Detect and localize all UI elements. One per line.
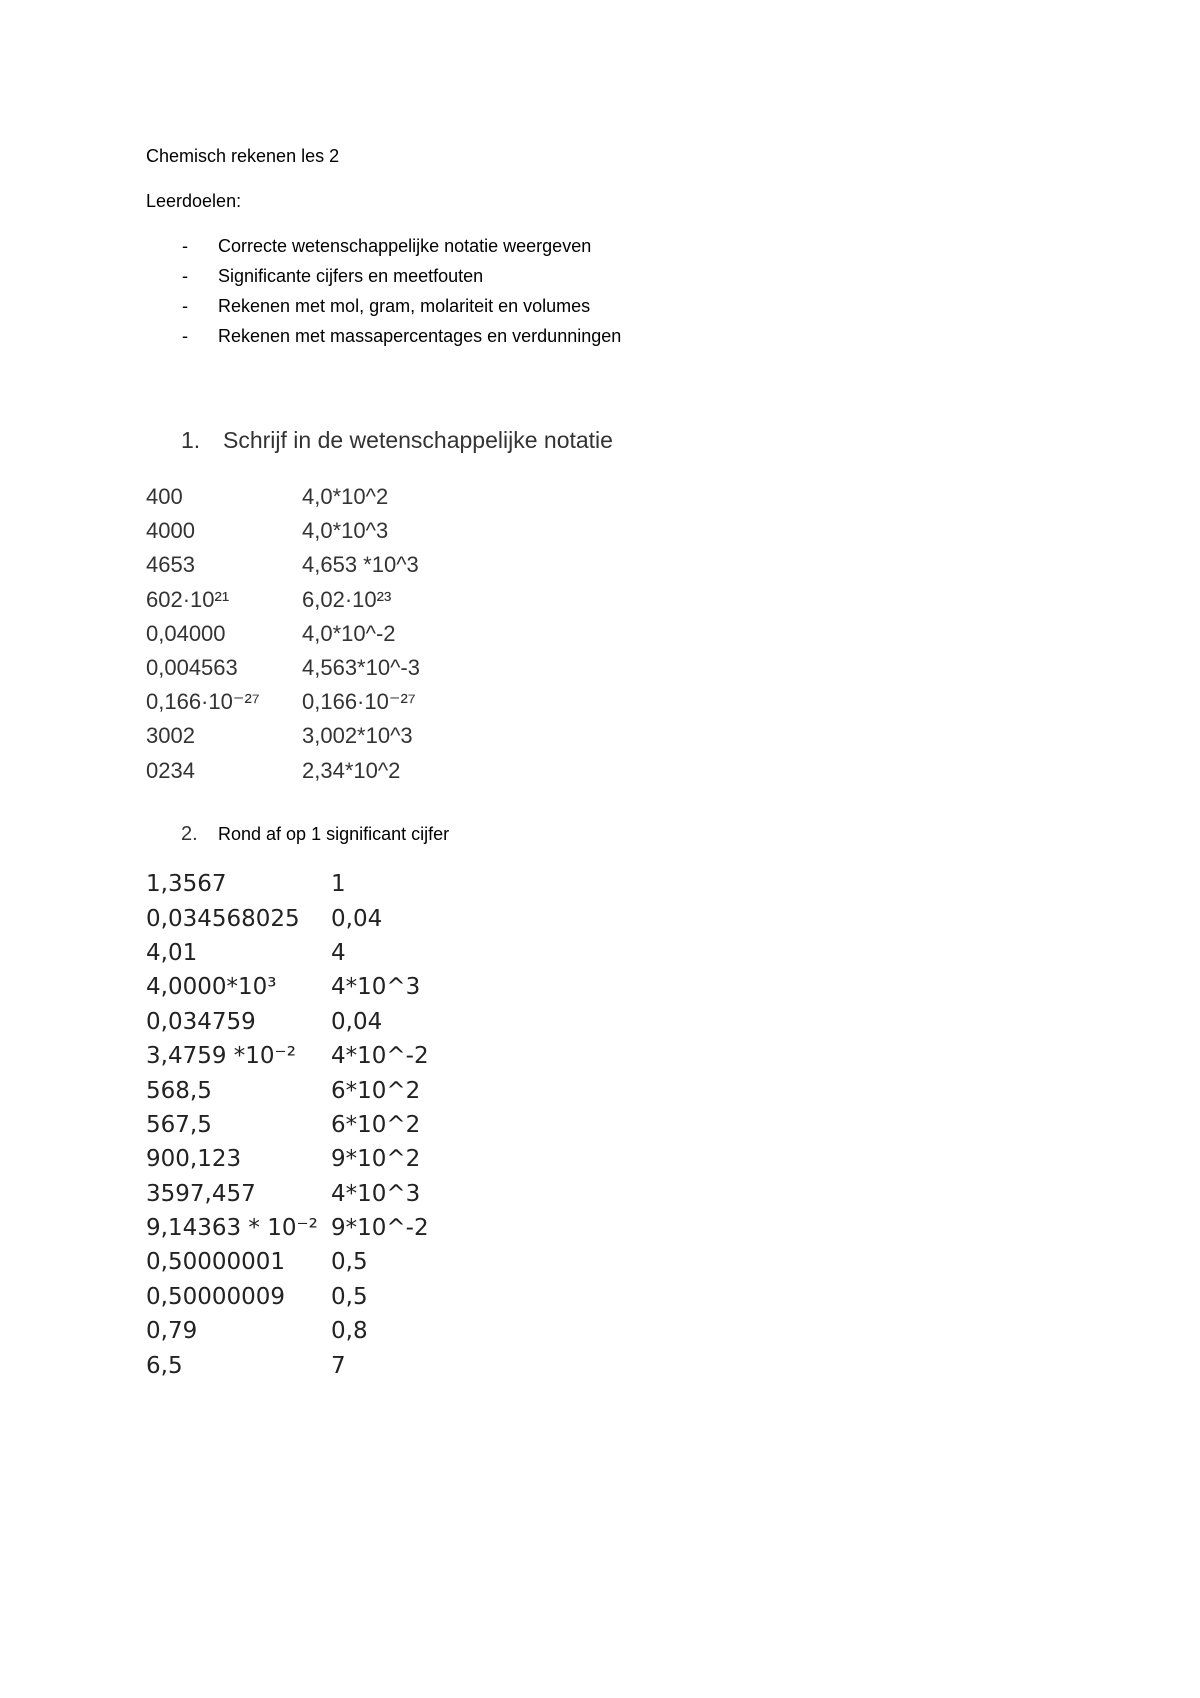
table-row	[146, 1108, 429, 1142]
goal-item	[146, 236, 621, 266]
input-value: 3002	[146, 723, 195, 749]
input-value: 568,5	[146, 1077, 212, 1104]
answer-value: 0,5	[331, 1249, 368, 1276]
learning-goals-label: Leerdoelen:	[146, 191, 242, 211]
input-value: 1,3567	[146, 871, 227, 898]
document-title: Chemisch rekenen les 2	[146, 146, 340, 166]
answer-value: 4,653 *10^3	[302, 552, 419, 578]
answer-value: 0,5	[331, 1283, 368, 1310]
table-row	[146, 583, 420, 617]
notation-table	[146, 480, 420, 788]
table-row	[146, 651, 420, 685]
answer-value: 0,04	[331, 1008, 383, 1035]
section-1-heading	[181, 427, 613, 454]
answer-value: 9*10^-2	[331, 1215, 429, 1242]
table-row	[146, 1280, 429, 1314]
goal-item	[146, 326, 621, 356]
table-row	[146, 1314, 429, 1348]
input-value: 6,5	[146, 1352, 183, 1379]
table-row	[146, 901, 429, 935]
table-row	[146, 617, 420, 651]
input-value: 0234	[146, 757, 195, 783]
answer-value: 4*10^-2	[331, 1043, 429, 1070]
bullet-dash: -	[182, 236, 188, 256]
table-row	[146, 1073, 429, 1107]
answer-value: 6,02·10²³	[302, 586, 392, 612]
answer-value: 6*10^2	[331, 1111, 421, 1138]
table-row	[146, 548, 420, 582]
answer-value: 2,34*10^2	[302, 757, 401, 783]
table-row	[146, 1348, 429, 1382]
table-row	[146, 685, 420, 719]
bullet-dash: -	[182, 266, 188, 286]
section-2-heading	[181, 823, 449, 846]
rounding-table	[146, 867, 429, 1383]
table-row	[146, 1142, 429, 1176]
answer-value: 4,563*10^-3	[302, 655, 420, 681]
answer-value: 4,0*10^3	[302, 518, 389, 544]
section-2-title: Rond af op 1 significant cijfer	[218, 824, 450, 844]
answer-value: 6*10^2	[331, 1077, 421, 1104]
table-row	[146, 1177, 429, 1211]
input-value: 0,50000001	[146, 1249, 286, 1276]
table-row	[146, 1039, 429, 1073]
section-2-number: 2.	[181, 823, 198, 845]
table-row	[146, 970, 429, 1004]
input-value: 0,04000	[146, 620, 226, 646]
table-row	[146, 719, 420, 753]
table-row	[146, 1005, 429, 1039]
answer-value: 1	[331, 871, 346, 898]
table-row	[146, 1245, 429, 1279]
table-row	[146, 754, 420, 788]
answer-value: 4,0*10^-2	[302, 620, 396, 646]
answer-value: 4	[331, 939, 346, 966]
section-1-number: 1.	[181, 427, 201, 453]
answer-value: 3,002*10^3	[302, 723, 413, 749]
input-value: 4,0000*10³	[146, 974, 277, 1001]
answer-value: 0,166·10⁻²⁷	[302, 689, 416, 715]
table-row	[146, 514, 420, 548]
input-value: 3597,457	[146, 1180, 256, 1207]
answer-value: 4*10^3	[331, 1180, 421, 1207]
input-value: 3,4759 *10⁻²	[146, 1043, 296, 1070]
answer-value: 4*10^3	[331, 974, 421, 1001]
input-value: 9,14363 * 10⁻²	[146, 1215, 318, 1242]
answer-value: 7	[331, 1352, 346, 1379]
table-row	[146, 936, 429, 970]
table-row	[146, 480, 420, 514]
answer-value: 0,8	[331, 1318, 368, 1345]
answer-value: 0,04	[331, 905, 383, 932]
input-value: 0,034568025	[146, 905, 300, 932]
input-value: 0,50000009	[146, 1283, 286, 1310]
goal-text: Rekenen met mol, gram, molariteit en volumes	[218, 296, 591, 316]
input-value: 602·10²¹	[146, 586, 230, 612]
goal-text: Correcte wetenschappelijke notatie weergeven	[218, 236, 592, 256]
input-value: 4000	[146, 518, 195, 544]
section-1-title: Schrijf in de wetenschappelijke notatie	[223, 427, 613, 453]
input-value: 0,166·10⁻²⁷	[146, 689, 260, 715]
answer-value: 9*10^2	[331, 1146, 421, 1173]
bullet-dash: -	[182, 326, 188, 346]
input-value: 400	[146, 484, 183, 510]
bullet-dash: -	[182, 296, 188, 316]
input-value: 0,004563	[146, 655, 238, 681]
answer-value: 4,0*10^2	[302, 484, 389, 510]
goal-text: Rekenen met massapercentages en verdunningen	[218, 326, 622, 346]
input-value: 0,79	[146, 1318, 198, 1345]
learning-goals-list	[146, 236, 621, 356]
input-value: 0,034759	[146, 1008, 256, 1035]
goal-item	[146, 266, 621, 296]
table-row	[146, 867, 429, 901]
input-value: 567,5	[146, 1111, 212, 1138]
input-value: 4,01	[146, 939, 198, 966]
goal-text: Significante cijfers en meetfouten	[218, 266, 484, 286]
input-value: 4653	[146, 552, 195, 578]
input-value: 900,123	[146, 1146, 242, 1173]
table-row	[146, 1211, 429, 1245]
goal-item	[146, 296, 621, 326]
